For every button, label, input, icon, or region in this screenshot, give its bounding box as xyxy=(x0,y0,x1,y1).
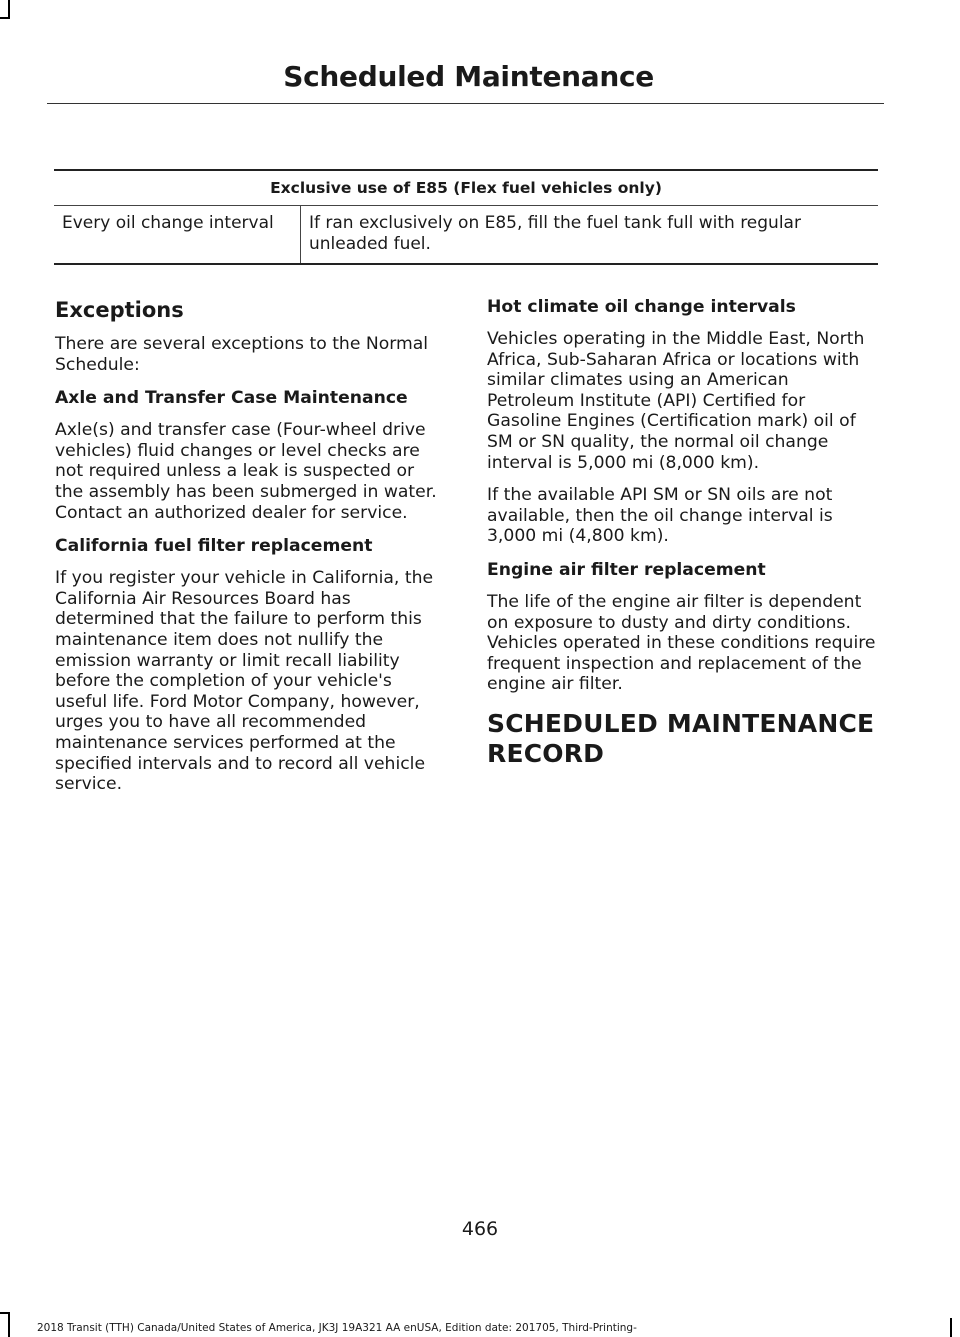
axle-heading: Axle and Transfer Case Maintenance xyxy=(55,388,408,409)
header-divider xyxy=(47,103,884,104)
record-heading: SCHEDULED MAINTENANCE RECORD xyxy=(487,708,875,768)
exceptions-intro: There are several exceptions to the Normal Schedule: xyxy=(55,334,429,375)
table-heading: Exclusive use of E85 (Flex fuel vehicles only) xyxy=(54,170,878,206)
table-header-row xyxy=(54,170,878,206)
hot-climate-text: Vehicles operating in the Middle East, North Africa, Sub-Saharan Africa or locations with similar climates using an American Petroleum Institute (API) Certified for Gasoline Engines (Certification mark) oil of SM or SN quality, the normal oil change interval is 5,000 mi (8,000 km). xyxy=(487,329,865,473)
api-text: If the available API SM or SN oils are not available, then the oil change interval is 3,000 mi (4,800 km). xyxy=(487,485,833,547)
footer-text: 2018 Transit (TTH) Canada/United States of America, JK3J 19A321 AA enUSA, Edition date: 201705, Third-Printing- xyxy=(37,1322,637,1334)
table-row xyxy=(54,206,878,265)
axle-text: Axle(s) and transfer case (Four-wheel drive vehicles) fluid changes or level checks are not required unless a leak is suspected or the assembly has been submerged in water. Contact an authorized dealer for service. xyxy=(55,420,437,523)
table-cell-interval: Every oil change interval xyxy=(54,206,301,265)
california-heading: California fuel filter replacement xyxy=(55,536,373,557)
crop-mark-bottom-right xyxy=(950,1318,952,1337)
air-filter-heading: Engine air filter replacement xyxy=(487,559,766,580)
page-title: Scheduled Maintenance xyxy=(283,60,654,93)
page-number: 466 xyxy=(461,1218,499,1240)
air-filter-text: The life of the engine air filter is dependent on exposure to dusty and dirty conditions. Vehicles operated in these conditions require frequent inspection and replacement of the engine air filter. xyxy=(487,591,876,695)
crop-mark-top-left xyxy=(8,0,10,18)
california-text: If you register your vehicle in California, the California Air Resources Board has determined that the failure to perform this maintenance item does not nullify the emission warranty or limit recall liability before the completion of your vehicle's useful life. Ford Motor Company, however, urges you to have all recommended maintenance services performed at the specified intervals and to record all vehicle service. xyxy=(55,568,434,795)
hot-climate-heading: Hot climate oil change intervals xyxy=(487,297,796,317)
crop-mark-bottom-left xyxy=(8,1312,10,1337)
table-cell-action: If ran exclusively on E85, fill the fuel tank full with regular unleaded fuel. xyxy=(301,206,879,265)
right-column xyxy=(487,296,879,769)
e85-table xyxy=(54,169,878,265)
crop-mark-bottom-left-horizontal xyxy=(0,1312,10,1314)
exceptions-heading: Exceptions xyxy=(55,298,184,322)
crop-mark-top-left-horizontal xyxy=(0,17,10,19)
left-column xyxy=(55,296,447,807)
